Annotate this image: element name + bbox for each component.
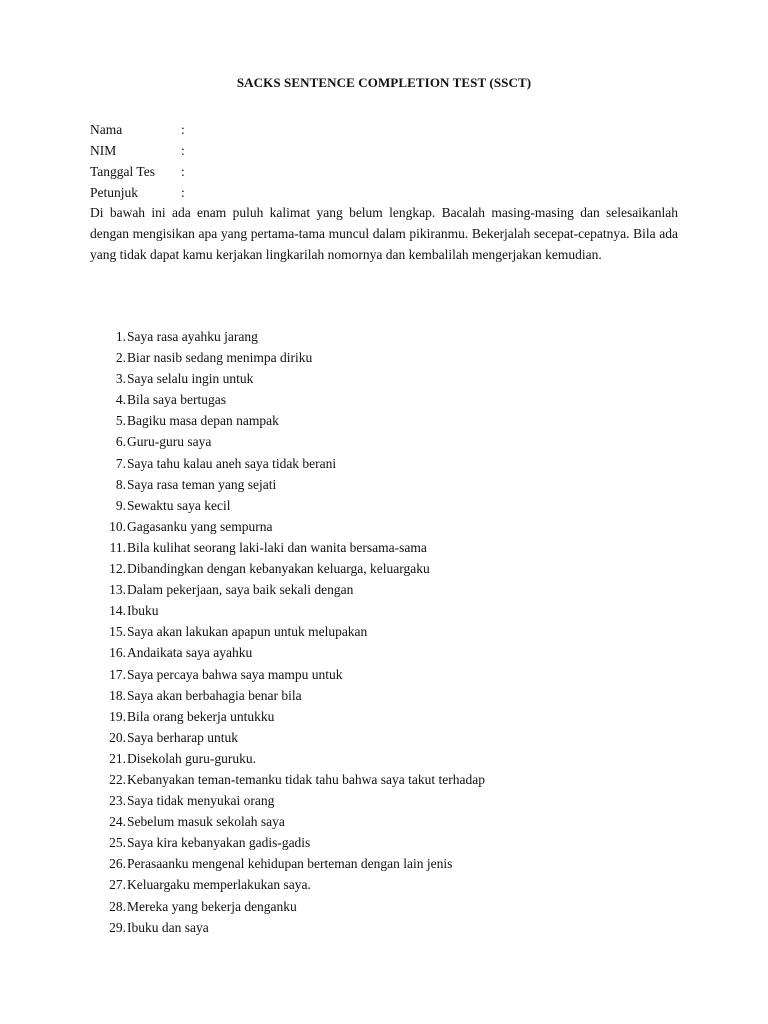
list-item xyxy=(108,389,485,410)
field-row-tanggal-tes xyxy=(90,161,185,182)
identity-fields xyxy=(90,119,185,203)
list-item xyxy=(108,368,485,389)
field-separator: : xyxy=(181,185,185,200)
field-separator: : xyxy=(181,164,185,179)
list-item xyxy=(108,790,485,811)
item-text: Sebelum masuk sekolah saya xyxy=(127,814,285,830)
item-number: 8. xyxy=(115,476,126,492)
item-text: Bila saya bertugas xyxy=(127,392,226,408)
item-text: Saya rasa teman yang sejati xyxy=(127,476,277,492)
item-text: Saya akan lakukan apapun untuk melupakan xyxy=(127,624,368,640)
item-number: 3. xyxy=(115,371,126,387)
item-number: 29. xyxy=(109,919,126,935)
item-number: 18. xyxy=(109,687,126,703)
item-number: 21. xyxy=(109,750,126,766)
list-item xyxy=(108,474,485,495)
item-text: Guru-guru saya xyxy=(127,434,212,450)
list-item xyxy=(108,769,485,790)
list-item xyxy=(108,516,485,537)
list-item xyxy=(108,727,485,748)
item-number: 11. xyxy=(109,539,126,555)
list-item xyxy=(108,558,485,579)
item-number: 20. xyxy=(109,729,126,745)
item-text: Saya tahu kalau aneh saya tidak berani xyxy=(127,455,337,471)
list-item xyxy=(108,326,485,347)
item-number: 10. xyxy=(109,518,126,534)
item-text: Dibandingkan dengan kebanyakan keluarga, keluargaku xyxy=(127,561,430,577)
item-number: 14. xyxy=(109,603,126,619)
item-text: Kebanyakan teman-temanku tidak tahu bahwa saya takut terhadap xyxy=(127,771,485,787)
item-text: Saya akan berbahagia benar bila xyxy=(127,687,302,703)
item-text: Sewaktu saya kecil xyxy=(127,497,231,513)
list-item xyxy=(108,685,485,706)
list-item xyxy=(108,853,485,874)
item-number: 15. xyxy=(109,624,126,640)
item-number: 12. xyxy=(109,561,126,577)
list-item xyxy=(108,621,485,642)
field-label: Tanggal Tes xyxy=(90,164,155,179)
item-text: Bila orang bekerja untukku xyxy=(127,708,275,724)
list-item xyxy=(108,579,485,600)
list-item xyxy=(108,600,485,621)
item-text: Saya percaya bahwa saya mampu untuk xyxy=(127,666,343,682)
list-item xyxy=(108,874,485,895)
item-number: 23. xyxy=(109,793,126,809)
item-number: 6. xyxy=(115,434,126,450)
item-text: Dalam pekerjaan, saya baik sekali dengan xyxy=(127,582,354,598)
item-number: 9. xyxy=(115,497,126,513)
list-item xyxy=(108,748,485,769)
item-text: Bagiku masa depan nampak xyxy=(127,413,279,429)
item-text: Saya tidak menyukai orang xyxy=(127,793,275,809)
sentence-list xyxy=(108,326,485,938)
item-number: 19. xyxy=(109,708,126,724)
field-label: NIM xyxy=(90,143,117,158)
list-item xyxy=(108,832,485,853)
field-separator: : xyxy=(181,143,185,158)
item-number: 13. xyxy=(109,582,126,598)
field-row-nama xyxy=(90,119,185,140)
item-number: 4. xyxy=(115,392,126,408)
list-item xyxy=(108,347,485,368)
list-item xyxy=(108,431,485,452)
field-row-petunjuk xyxy=(90,182,185,203)
list-item xyxy=(108,410,485,431)
item-number: 7. xyxy=(115,455,126,471)
item-number: 1. xyxy=(115,329,126,344)
field-label: Petunjuk xyxy=(90,185,139,200)
field-separator: : xyxy=(181,122,185,137)
field-row-nim xyxy=(90,140,185,161)
item-text: Ibuku xyxy=(127,603,159,619)
list-item xyxy=(108,706,485,727)
item-text: Gagasanku yang sempurna xyxy=(127,518,273,534)
list-item xyxy=(108,495,485,516)
item-text: Perasaanku mengenal kehidupan berteman dengan lain jenis xyxy=(127,856,453,872)
item-number: 17. xyxy=(109,666,126,682)
list-item xyxy=(108,642,485,663)
list-item xyxy=(108,537,485,558)
item-number: 25. xyxy=(109,835,126,851)
item-number: 22. xyxy=(109,771,126,787)
item-number: 5. xyxy=(115,413,126,429)
list-item xyxy=(108,917,485,938)
item-number: 24. xyxy=(109,814,126,830)
item-number: 2. xyxy=(115,350,126,366)
item-number: 28. xyxy=(109,898,126,914)
item-text: Biar nasib sedang menimpa diriku xyxy=(127,350,313,366)
list-item xyxy=(108,811,485,832)
item-text: Disekolah guru-guruku. xyxy=(127,750,256,766)
item-text: Mereka yang bekerja denganku xyxy=(127,898,297,914)
item-text: Saya rasa ayahku jarang xyxy=(127,329,258,344)
item-text: Saya selalu ingin untuk xyxy=(127,371,254,387)
item-text: Bila kulihat seorang laki-laki dan wanita bersama-sama xyxy=(127,539,427,555)
item-number: 26. xyxy=(109,856,126,872)
item-number: 16. xyxy=(109,645,126,661)
instructions-paragraph: Di bawah ini ada enam puluh kalimat yang belum lengkap. Bacalah masing-masing dan selesaikanlah dengan mengisikan apa yang pertama-tama muncul dalam pikiranmu. Bekerjalah secepat-cepatnya. Bila ada yang tidak dapat kamu kerjakan lingkarilah nomornya dan kembalilah mengerjakan kemudian. xyxy=(90,205,678,262)
item-text: Ibuku dan saya xyxy=(127,919,209,935)
item-text: Saya kira kebanyakan gadis-gadis xyxy=(127,835,311,851)
document-title: SACKS SENTENCE COMPLETION TEST (SSCT) xyxy=(236,75,532,90)
item-number: 27. xyxy=(109,877,126,893)
list-item xyxy=(108,896,485,917)
item-text: Keluargaku memperlakukan saya. xyxy=(127,877,311,893)
field-label: Nama xyxy=(90,122,123,137)
item-text: Saya berharap untuk xyxy=(127,729,238,745)
list-item xyxy=(108,664,485,685)
item-text: Andaikata saya ayahku xyxy=(127,645,253,661)
list-item xyxy=(108,453,485,474)
